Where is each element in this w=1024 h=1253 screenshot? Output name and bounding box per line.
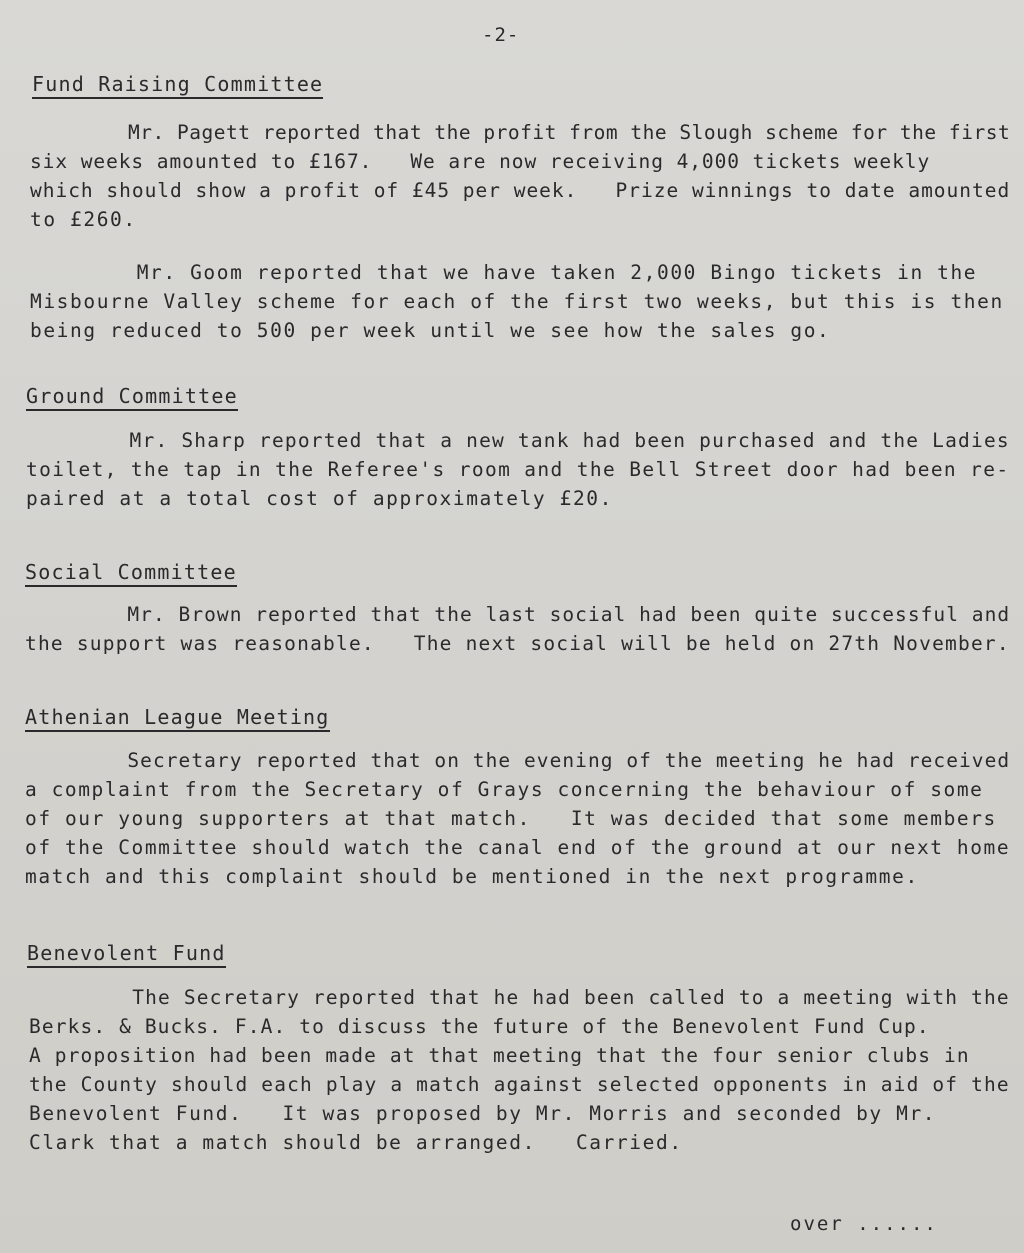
section-heading-athenian-league: Athenian League Meeting: [25, 705, 330, 732]
paragraph-pagett-report: [30, 118, 1010, 234]
text-line: Misbourne Valley scheme for each of the first two weeks, but this is then: [30, 290, 1004, 313]
text-line: match and this complaint should be mentioned in the next programme.: [25, 865, 919, 888]
section-heading-benevolent-fund: Benevolent Fund: [27, 941, 226, 968]
text-line: being reduced to 500 per week until we see how the sales go.: [30, 319, 831, 342]
paragraph-sharp-report: [26, 426, 1010, 513]
text-line: Benevolent Fund. It was proposed by Mr. Morris and seconded by Mr.: [29, 1102, 937, 1125]
text-line: which should show a profit of £45 per week. Prize winnings to date amounted: [30, 179, 1011, 202]
text-line: Berks. & Bucks. F.A. to discuss the future of the Benevolent Fund Cup.: [29, 1015, 930, 1038]
text-line: Secretary reported that on the evening of the meeting he had received: [25, 749, 1011, 772]
text-line: a complaint from the Secretary of Grays concerning the behaviour of some: [25, 778, 984, 801]
text-line: Mr. Brown reported that the last social had been quite successful and: [25, 603, 1011, 626]
paragraph-grays-complaint: [25, 746, 1010, 891]
text-line: the support was reasonable. The next social will be held on 27th November.: [25, 632, 1010, 655]
page-number: -2-: [482, 24, 520, 46]
paragraph-benevolent-fund-cup: [29, 983, 1010, 1157]
text-line: the County should each play a match against selected opponents in aid of the: [29, 1073, 1010, 1096]
text-line: to £260.: [30, 208, 137, 231]
section-heading-social: Social Committee: [25, 560, 237, 587]
text-line: of our young supporters at that match. It was decided that some members: [25, 807, 997, 830]
text-line: The Secretary reported that he had been called to a meeting with the: [29, 986, 1010, 1009]
text-line: A proposition had been made at that meeting that the four senior clubs in: [29, 1044, 970, 1067]
continued-over-note: over ......: [790, 1213, 938, 1235]
text-line: Mr. Goom reported that we have taken 2,000 Bingo tickets in the: [30, 261, 978, 284]
text-line: Mr. Pagett reported that the profit from the Slough scheme for the first: [30, 121, 1011, 144]
text-line: paired at a total cost of approximately £20.: [26, 487, 613, 510]
text-line: Mr. Sharp reported that a new tank had been purchased and the Ladies: [26, 429, 1010, 452]
paragraph-goom-report: [30, 258, 1004, 345]
paragraph-brown-report: [25, 600, 1010, 658]
section-heading-ground: Ground Committee: [26, 384, 238, 411]
text-line: Clark that a match should be arranged. Carried.: [29, 1131, 683, 1154]
text-line: six weeks amounted to £167. We are now receiving 4,000 tickets weekly: [30, 150, 931, 173]
section-heading-fund-raising: Fund Raising Committee: [32, 72, 323, 99]
text-line: toilet, the tap in the Referee's room and the Bell Street door had been re-: [26, 458, 1010, 481]
text-line: of the Committee should watch the canal end of the ground at our next home: [25, 836, 1011, 859]
